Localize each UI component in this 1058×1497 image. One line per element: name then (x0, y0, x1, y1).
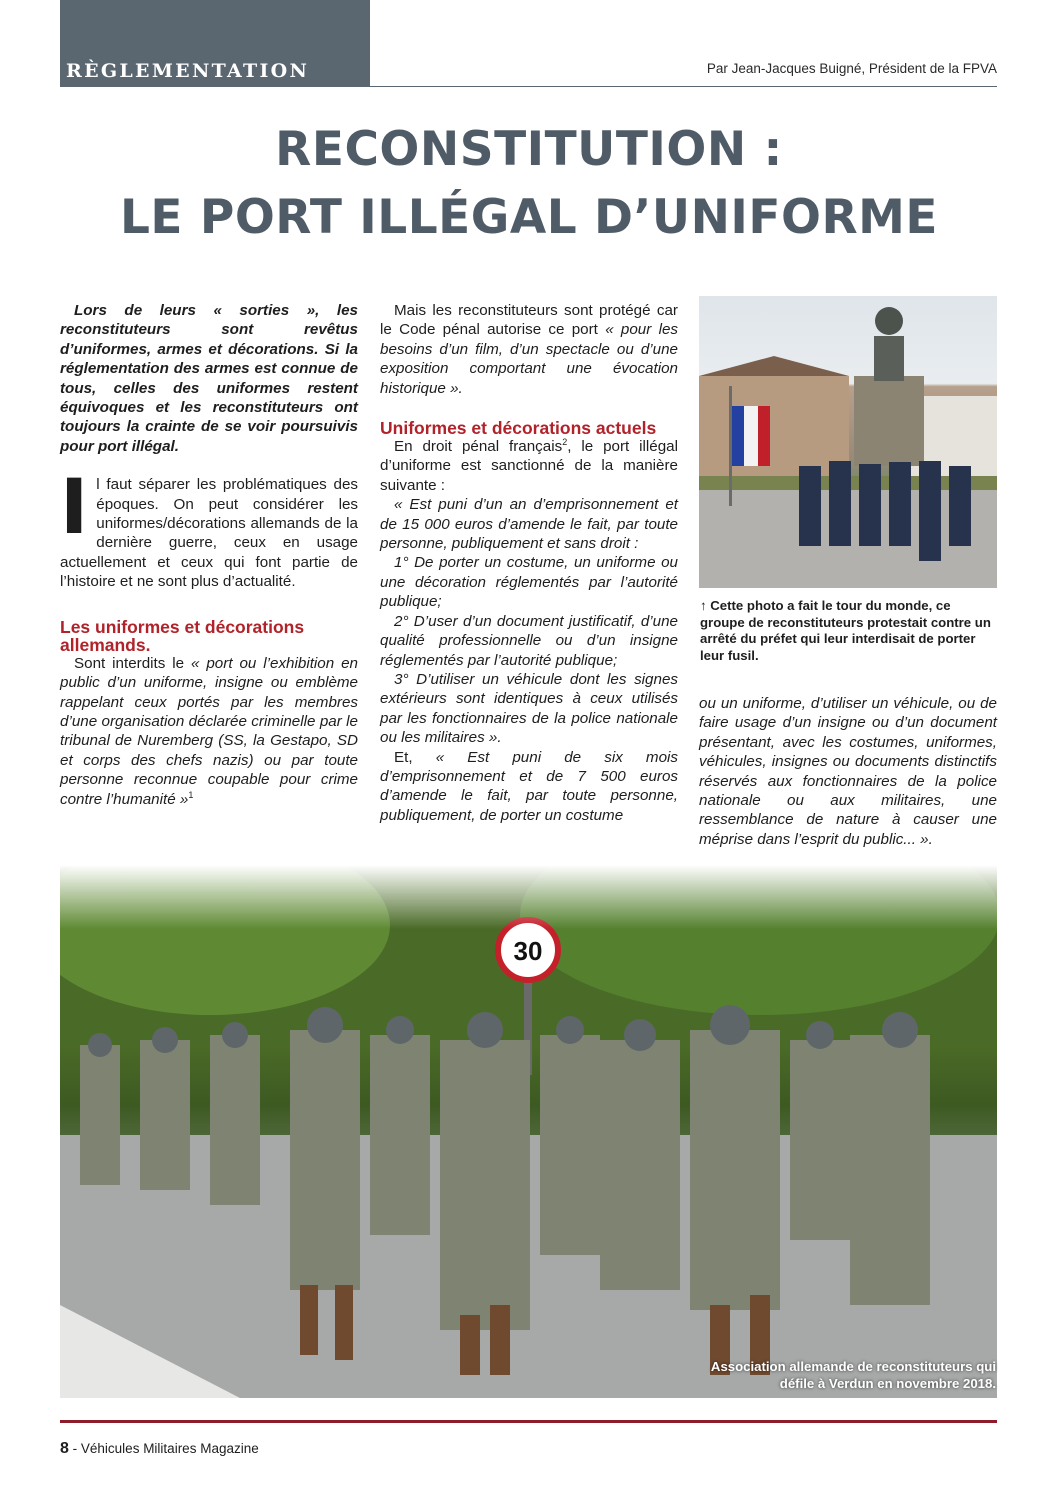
page-number: 8 (60, 1440, 69, 1457)
legal-quote-1: « Est puni d’un an d’emprisonnement et de 15 000 euros d’amende le fait, par toute personne, publiquement et sans droit : (380, 496, 678, 553)
byline: Par Jean-Jacques Buigné, Président de la FPVA (706, 61, 997, 76)
speed-limit-sign: 30 (513, 936, 543, 966)
legal-quote-3: 2° D’user d’un document justificatif, d’une qualité professionnelle ou d’un insigne réglementés par l’autorité publique; (380, 612, 678, 669)
legal-quote-2: 1° De porter un costume, un uniforme ou une décoration réglementés par l’autorité publique; (380, 554, 678, 611)
paragraph-text: En droit pénal français (394, 438, 563, 456)
caption-arrow-icon: ↑ (700, 598, 711, 613)
column-2 (380, 301, 678, 825)
legal-quote: « Est puni de six mois d’emprisonnement et de 7 500 euros d’amende le fait, par toute personne, publiquement, de porter un costume (380, 748, 678, 824)
footer-rule (60, 1420, 997, 1423)
article-title-line-1: RECONSTITUTION : (275, 122, 783, 177)
column-3 (699, 694, 997, 849)
german-uniforms-paragraph (60, 654, 358, 809)
footer (60, 1440, 259, 1458)
header-rule (60, 86, 997, 87)
magazine-name: - Véhicules Militaires Magazine (68, 1441, 259, 1456)
article-title-line-2: LE PORT ILLÉGAL D’UNIFORME (119, 190, 939, 245)
photo-caption-top (700, 598, 996, 664)
protest-photo-illustration (699, 296, 997, 588)
legal-quote: « pour les besoins d’un film, d’un spectacle ou d’une exposition comportant une évocation historique ». (380, 321, 678, 397)
subhead-current-uniforms: Uniformes et décorations actuels (380, 418, 657, 439)
intro-paragraph (60, 462, 358, 591)
protest-photo (699, 296, 997, 588)
paragraph-text: Mais les reconstituteurs sont protégé car le Code pénal autorise ce port (380, 302, 678, 339)
legal-quote: « port ou l’exhibition en public d’un uniforme, insigne ou emblème rappelant ceux portés par les membres d’une organisation déclarée criminelle par le tribunal de Nuremberg (SS, la Gestapo, SD et corps des chefs nazis) ou par toute personne reconnue coupable pour crime contre l’humanité » (60, 654, 358, 808)
intro-paragraph-text: l faut séparer les problématiques des époques. On peut considérer les uniformes/décorations allemands de la dernière guerre, ceux en usage actuellement et ceux qui font partie de l’histoire et ne sont plus d’actualité. (60, 476, 358, 591)
legal-quote-continued: ou un uniforme, d’utiliser un véhicule, ou de faire usage d’un insigne ou d’un document présentant, avec les costumes, uniformes, véhicules, insignes ou documents distinctifs réservés aux fonctionnaires de la police nationale ou aux militaires, une ressemblance de nature à causer une méprise dans l’esprit du public... ». (699, 695, 997, 848)
paragraph-french-law (380, 437, 678, 495)
paragraph-text: , le port illégal d’uniforme est sanctionné de la manière suivante : (380, 438, 678, 494)
subhead-german-uniforms: Les uniformes et décorations allemands. (60, 616, 305, 655)
paragraph-protection (380, 301, 678, 398)
parade-photo (60, 865, 997, 1398)
column-1 (60, 301, 358, 809)
lead-paragraph: Lors de leurs « sorties », les reconstituteurs sont revêtus d’uniformes, armes et décorations. Si la réglementation des armes est connue de tous, celles des uniformes restent équivoques et les reconstituteurs ont toujours la crainte de se voir poursuivis pour port illégal. (60, 302, 358, 455)
caption-text: Cette photo a fait le tour du monde, ce groupe de reconstituteurs protestait contre un arrêté du préfet qui leur interdisait de porter leur fusil. (700, 598, 991, 663)
section-label: RÈGLEMENTATION (66, 60, 310, 82)
drop-cap: I (60, 462, 89, 552)
paragraph-text: Sont interdits le (74, 654, 191, 672)
photo-caption-bottom: Association allemande de reconstituteurs qui défile à Verdun en novembre 2018. (710, 1359, 996, 1391)
footnote-marker: 1 (188, 789, 194, 800)
paragraph-six-months (380, 748, 678, 826)
parade-photo-illustration (60, 865, 997, 1398)
paragraph-text: Et, (394, 748, 436, 766)
legal-quote-4: 3° D’utiliser un véhicule dont les signes extérieurs sont identiques à ceux utilisés par les fonctionnaires de la police nationale ou les militaires ». (380, 670, 678, 747)
footnote-marker: 2 (562, 436, 568, 447)
